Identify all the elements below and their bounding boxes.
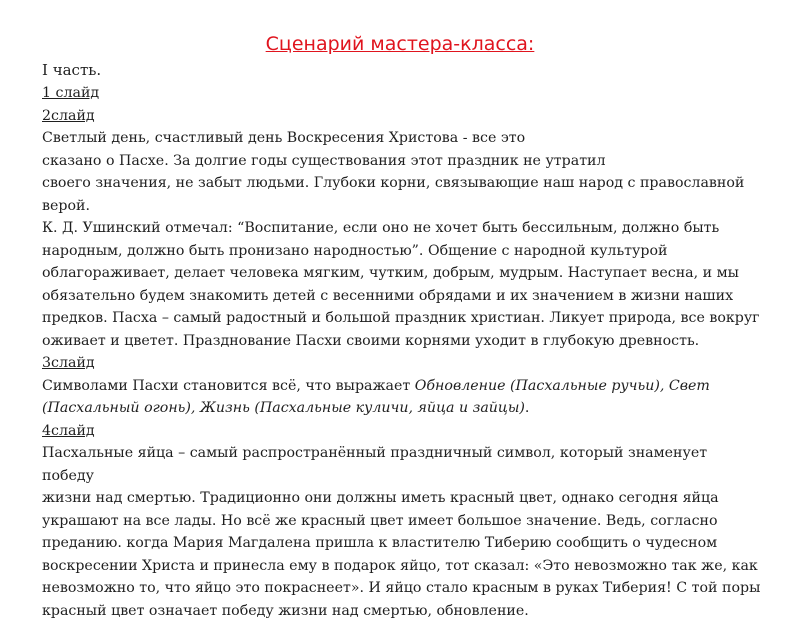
paragraph-line: красный цвет означает победу жизни над смертью, обновление. — [42, 600, 762, 622]
paragraph-line: оживает и цветет. Празднование Пасхи своими корнями уходит в глубокую древность. — [42, 330, 762, 353]
paragraph-line: невозможно то, что яйцо это покраснеет». И яйцо стало красным в руках Тиберия! С той поры — [42, 577, 762, 600]
page-title: Сценарий мастера-класса: — [0, 32, 800, 56]
paragraph-line: Пасхальные яйца – самый распространённый праздничный символ, который знаменует победу — [42, 442, 762, 487]
symbols-tail: . — [525, 400, 530, 416]
paragraph-line: народным, должно быть пронизано народностью”. Общение с народной культурой — [42, 240, 762, 263]
paragraph-line: сказано о Пасхе. За долгие годы существования этот праздник не утратил — [42, 150, 762, 173]
part-heading: I часть. — [42, 58, 762, 82]
document-body — [42, 58, 762, 622]
paragraph-line: верой. — [42, 195, 762, 218]
symbols-italic-2: (Пасхальный огонь), Жизнь (Пасхальные куличи, яйца и зайцы) — [42, 400, 525, 416]
slide-4-heading: 4слайд — [42, 420, 762, 443]
paragraph-line: воскресении Христа и принесла ему в подарок яйцо, тот сказал: «Это невозможно так же, как — [42, 555, 762, 578]
slide-2-heading: 2слайд — [42, 105, 762, 128]
paragraph-line: К. Д. Ушинский отмечал: “Воспитание, если оно не хочет быть бессильным, должно быть — [42, 217, 762, 240]
symbols-italic-1: Обновление (Пасхальные ручьи), Свет — [415, 378, 710, 394]
symbols-line-1 — [42, 375, 762, 398]
paragraph-line: жизни над смертью. Традиционно они должны иметь красный цвет, однако сегодня яйца — [42, 487, 762, 510]
slide-3-heading: 3слайд — [42, 352, 762, 375]
paragraph-line: своего значения, не забыт людьми. Глубоки корни, связывающие наш народ с православной — [42, 172, 762, 195]
paragraph-line: украшают на все лады. Но всё же красный цвет имеет большое значение. Ведь, согласно — [42, 510, 762, 533]
symbols-lead: Символами Пасхи становится всё, что выражает — [42, 378, 415, 394]
slide-1-heading: 1 слайд — [42, 82, 762, 105]
paragraph-line: облагораживает, делает человека мягким, чутким, добрым, мудрым. Наступает весна, и мы — [42, 262, 762, 285]
paragraph-line: Светлый день, счастливый день Воскресения Христова - все это — [42, 127, 762, 150]
symbols-line-2 — [42, 397, 762, 420]
paragraph-line: преданию. когда Мария Магдалена пришла к властителю Тиберию сообщить о чудесном — [42, 532, 762, 555]
paragraph-line: предков. Пасха – самый радостный и большой праздник христиан. Ликует природа, все вокруг — [42, 307, 762, 330]
paragraph-line: обязательно будем знакомить детей с весенними обрядами и их значением в жизни наших — [42, 285, 762, 308]
